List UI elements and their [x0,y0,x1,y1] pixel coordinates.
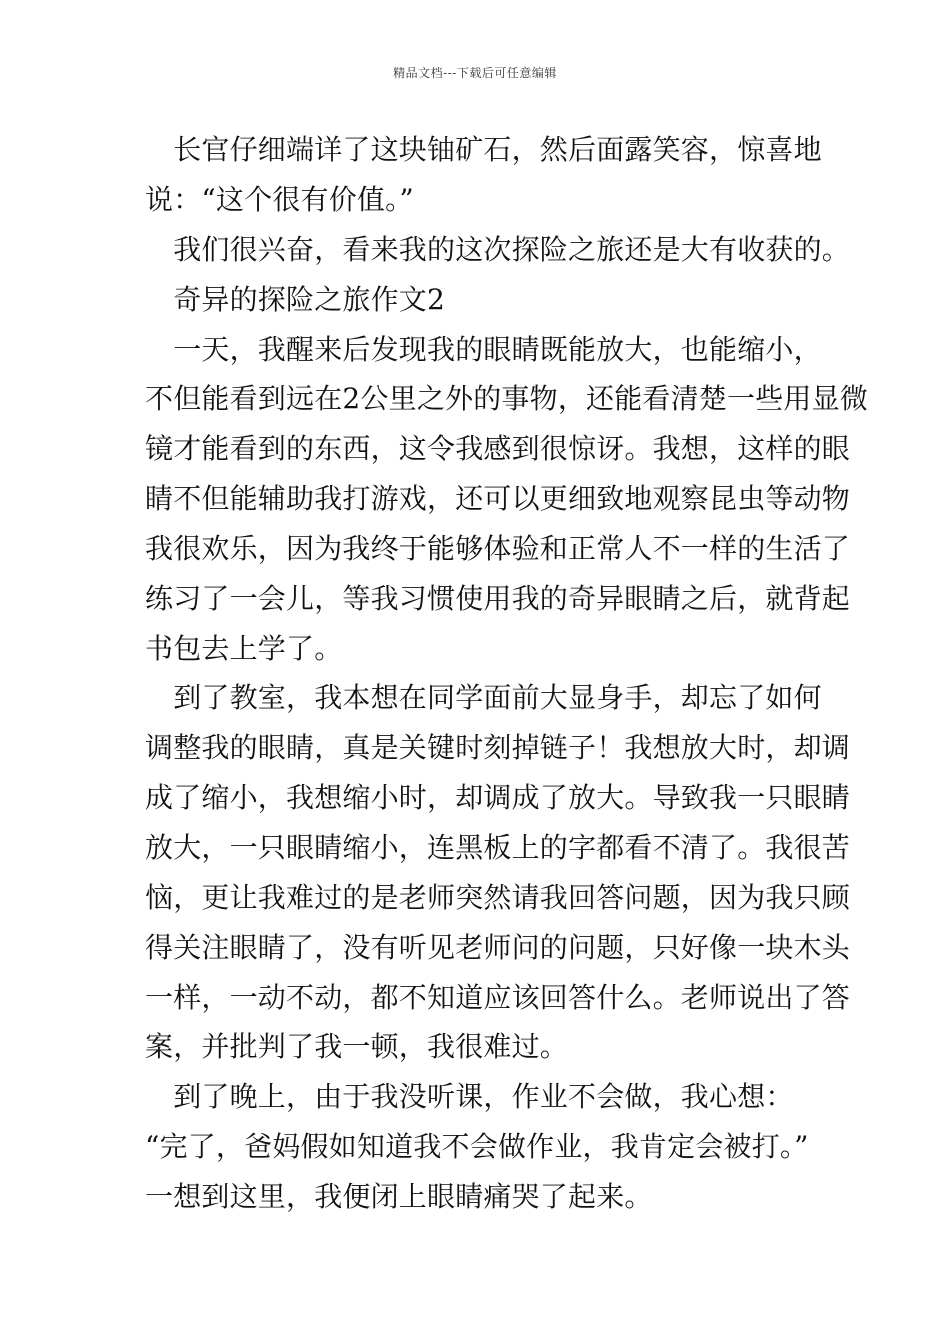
text-line: 调整我的眼睛，真是关键时刻掉链子！我想放大时，却调 [145,731,851,764]
text-line: 一样，一动不动，都不知道应该回答什么。老师说出了答 [145,981,851,1014]
text-line: 我们很兴奋，看来我的这次探险之旅还是大有收获的。 [145,233,851,266]
section-heading: 奇异的探险之旅作文2 [145,283,446,316]
text-line: “完了，爸妈假如知道我不会做作业，我肯定会被打。” [145,1130,809,1163]
text-line: 到了晚上，由于我没听课，作业不会做，我心想： [145,1080,794,1113]
text-line: 书包去上学了。 [145,632,343,665]
text-line: 得关注眼睛了，没有听见老师问的问题，只好像一块木头 [145,931,851,964]
text-line: 睛不但能辅助我打游戏，还可以更细致地观察昆虫等动物 [145,482,851,515]
page-header: 精品文档---下载后可任意编辑 [393,66,557,80]
text-line: 放大，一只眼睛缩小，连黑板上的字都看不清了。我很苦 [145,831,851,864]
text-line: 案，并批判了我一顿，我很难过。 [145,1030,569,1063]
text-line: 不但能看到远在2公里之外的事物，还能看清楚一些用显微 [145,382,869,415]
text-line: 一想到这里，我便闭上眼睛痛哭了起来。 [145,1180,653,1213]
text-line: 到了教室，我本想在同学面前大显身手，却忘了如何 [145,681,822,714]
text-line: 一天，我醒来后发现我的眼睛既能放大，也能缩小， [145,333,822,366]
text-line: 成了缩小，我想缩小时，却调成了放大。导致我一只眼睛 [145,781,851,814]
text-line: 镜才能看到的东西，这令我感到很惊讶。我想，这样的眼 [145,432,851,465]
text-line: 长官仔细端详了这块铀矿石，然后面露笑容，惊喜地 [145,133,822,166]
text-line: 说：“这个很有价值。” [145,183,414,216]
text-line: 练习了一会儿，等我习惯使用我的奇异眼睛之后，就背起 [145,582,851,615]
text-line: 我很欢乐，因为我终于能够体验和正常人不一样的生活了 [145,532,851,565]
text-line: 恼，更让我难过的是老师突然请我回答问题，因为我只顾 [145,881,851,914]
